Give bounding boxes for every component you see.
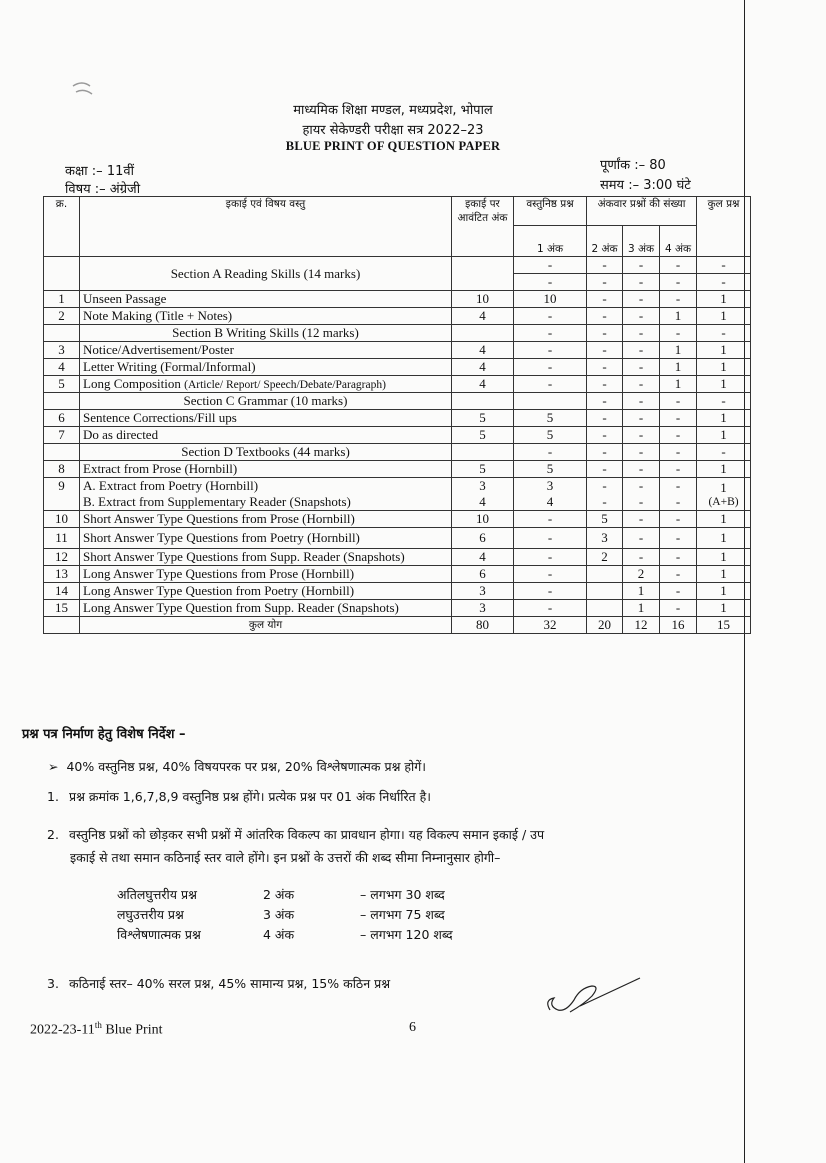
table-row: 4 Letter Writing (Formal/Informal) 4 - - - 1 1 [44,359,751,376]
unit-name: Long Answer Type Questions from Prose (Hornbill) [80,566,452,583]
instructions-title: प्रश्न पत्र निर्माण हेतु विशेष निर्देश – [22,727,186,742]
unit-name: Note Making (Title + Notes) [80,308,452,325]
unit-name: Sentence Corrections/Fill ups [80,410,452,427]
blueprint-table [43,196,751,634]
instruction-2-cont: इकाई से तथा समान कठिनाई स्तर वाले होंगे। इन प्रश्नों के उत्तरों की शब्द सीमा निम्नानुसार होगी– [70,850,501,865]
col-header-marks-group: अंकवार प्रश्नों की संख्या [587,197,697,226]
section-row: - - - - - [44,274,751,291]
board-name: माध्यमिक शिक्षा मण्डल, मध्यप्रदेश, भोपाल [293,103,493,118]
document-title: BLUE PRINT OF QUESTION PAPER [285,139,501,153]
col-header-alloc: इकाई पर आवंटित अंक [452,197,514,257]
section-row: Section B Writing Skills (12 marks) - - - - - [44,325,751,342]
exam-session: हायर सेकेण्डरी परीक्षा सत्र 2022–23 [302,123,484,138]
section-d-heading: Section D Textbooks (44 marks) [80,444,452,461]
sub-header-4mark: 4 अंक [660,226,697,257]
unit-name: Do as directed [80,427,452,444]
unit-name: Extract from Prose (Hornbill) [80,461,452,478]
table-row: 9 A. Extract from Poetry (Hornbill) B. Extract from Supplementary Reader (Snapshots) 3 4 3 4 - - - - - - 1 (A+B) [44,478,751,511]
sub-header-3mark: 3 अंक [623,226,660,257]
col-header-objective: वस्तुनिष्ठ प्रश्न [514,197,587,226]
section-row: Section C Grammar (10 marks) - - - - [44,393,751,410]
col-header-total: कुल प्रश्न [697,197,751,257]
class-label: कक्षा :– 11वीं [65,164,134,179]
arrow-bullet-icon: ➢ [48,759,59,774]
max-marks-label: पूर्णांक :– 80 [600,158,666,173]
table-row: 12 Short Answer Type Questions from Supp. Reader (Snapshots) 4 - 2 - - 1 [44,549,751,566]
totals-row: कुल योग 80 32 20 12 16 15 [44,617,751,634]
sub-header-1mark: 1 अंक [514,226,587,257]
table-row: 15 Long Answer Type Question from Supp. Reader (Snapshots) 3 - 1 - 1 [44,600,751,617]
unit-name: Short Answer Type Questions from Supp. Reader (Snapshots) [80,549,452,566]
unit-name: Long Composition (Article/ Report/ Speech/Debate/Paragraph) [80,376,452,393]
unit-name: Short Answer Type Questions from Poetry (Hornbill) [80,528,452,549]
table-row: 11 Short Answer Type Questions from Poetry (Hornbill) 6 - 3 - - 1 [44,528,751,549]
time-label: समय :– 3:00 घंटे [600,178,691,193]
totals-label: कुल योग [80,617,452,634]
table-row: 8 Extract from Prose (Hornbill) 5 5 - - - 1 [44,461,751,478]
signature [540,970,650,1030]
table-row: 3 Notice/Advertisement/Poster 4 - - - 1 1 [44,342,751,359]
list-item: अतिलघुत्तरीय प्रश्न 2 अंक – लगभग 30 शब्द [117,886,445,902]
col-header-sn: क्र. [44,197,80,257]
section-c-heading: Section C Grammar (10 marks) [80,393,452,410]
sub-header-2mark: 2 अंक [587,226,623,257]
section-b-heading: Section B Writing Skills (12 marks) [80,325,452,342]
section-a-heading: Section A Reading Skills (14 marks) [80,257,452,291]
section-row: Section A Reading Skills (14 marks) - - - - - [44,257,751,274]
instruction-2: 2. वस्तुनिष्ठ प्रश्नों को छोड़कर सभी प्रश्नों में आंतरिक विकल्प का प्रावधान होगा। यह विकल्प समान इकाई / उप [47,827,545,842]
table-header-row [44,197,751,226]
unit-name: Long Answer Type Question from Supp. Reader (Snapshots) [80,600,452,617]
instruction-1: 1. प्रश्न क्रमांक 1,6,7,8,9 वस्तुनिष्ठ प्रश्न होंगे। प्रत्येक प्रश्न पर 01 अंक निर्धारित है। [47,789,432,804]
subject-label: विषय :– अंग्रेजी [65,182,141,197]
unit-name: Letter Writing (Formal/Informal) [80,359,452,376]
col-header-unit: इकाई एवं विषय वस्तु [80,197,452,257]
table-row: 10 Short Answer Type Questions from Prose (Hornbill) 10 - 5 - - 1 [44,511,751,528]
table-row: 5 Long Composition (Article/ Report/ Speech/Debate/Paragraph) 4 - - - 1 1 [44,376,751,393]
section-row: Section D Textbooks (44 marks) - - - - - [44,444,751,461]
table-row: 6 Sentence Corrections/Fill ups 5 5 - - - 1 [44,410,751,427]
footer-doc-id: 2022-23-11th Blue Print [30,1020,163,1038]
unit-name: Long Answer Type Question from Poetry (Hornbill) [80,583,452,600]
list-item: विश्लेषणात्मक प्रश्न 4 अंक – लगभग 120 शब्द [117,926,453,942]
unit-name: A. Extract from Poetry (Hornbill) B. Extract from Supplementary Reader (Snapshots) [80,478,452,511]
table-row: 1 Unseen Passage 10 10 - - - 1 [44,291,751,308]
unit-name: Unseen Passage [80,291,452,308]
table-row: 7 Do as directed 5 5 - - - 1 [44,427,751,444]
page-number: 6 [409,1020,416,1035]
instruction-3: 3. कठिनाई स्तर– 40% सरल प्रश्न, 45% सामान्य प्रश्न, 15% कठिन प्रश्न [47,976,391,991]
unit-name: Notice/Advertisement/Poster [80,342,452,359]
word-limit-table [117,884,453,944]
instruction-bullet: ➢ 40% वस्तुनिष्ठ प्रश्न, 40% विषयपरक पर प्रश्न, 20% विश्लेषणात्मक प्रश्न होगें। [48,759,427,774]
table-row: 2 Note Making (Title + Notes) 4 - - - 1 1 [44,308,751,325]
unit-name: Short Answer Type Questions from Prose (Hornbill) [80,511,452,528]
table-row: 13 Long Answer Type Questions from Prose (Hornbill) 6 - 2 - 1 [44,566,751,583]
list-item: लघुउत्तरीय प्रश्न 3 अंक – लगभग 75 शब्द [117,906,445,922]
table-row: 14 Long Answer Type Question from Poetry (Hornbill) 3 - 1 - 1 [44,583,751,600]
